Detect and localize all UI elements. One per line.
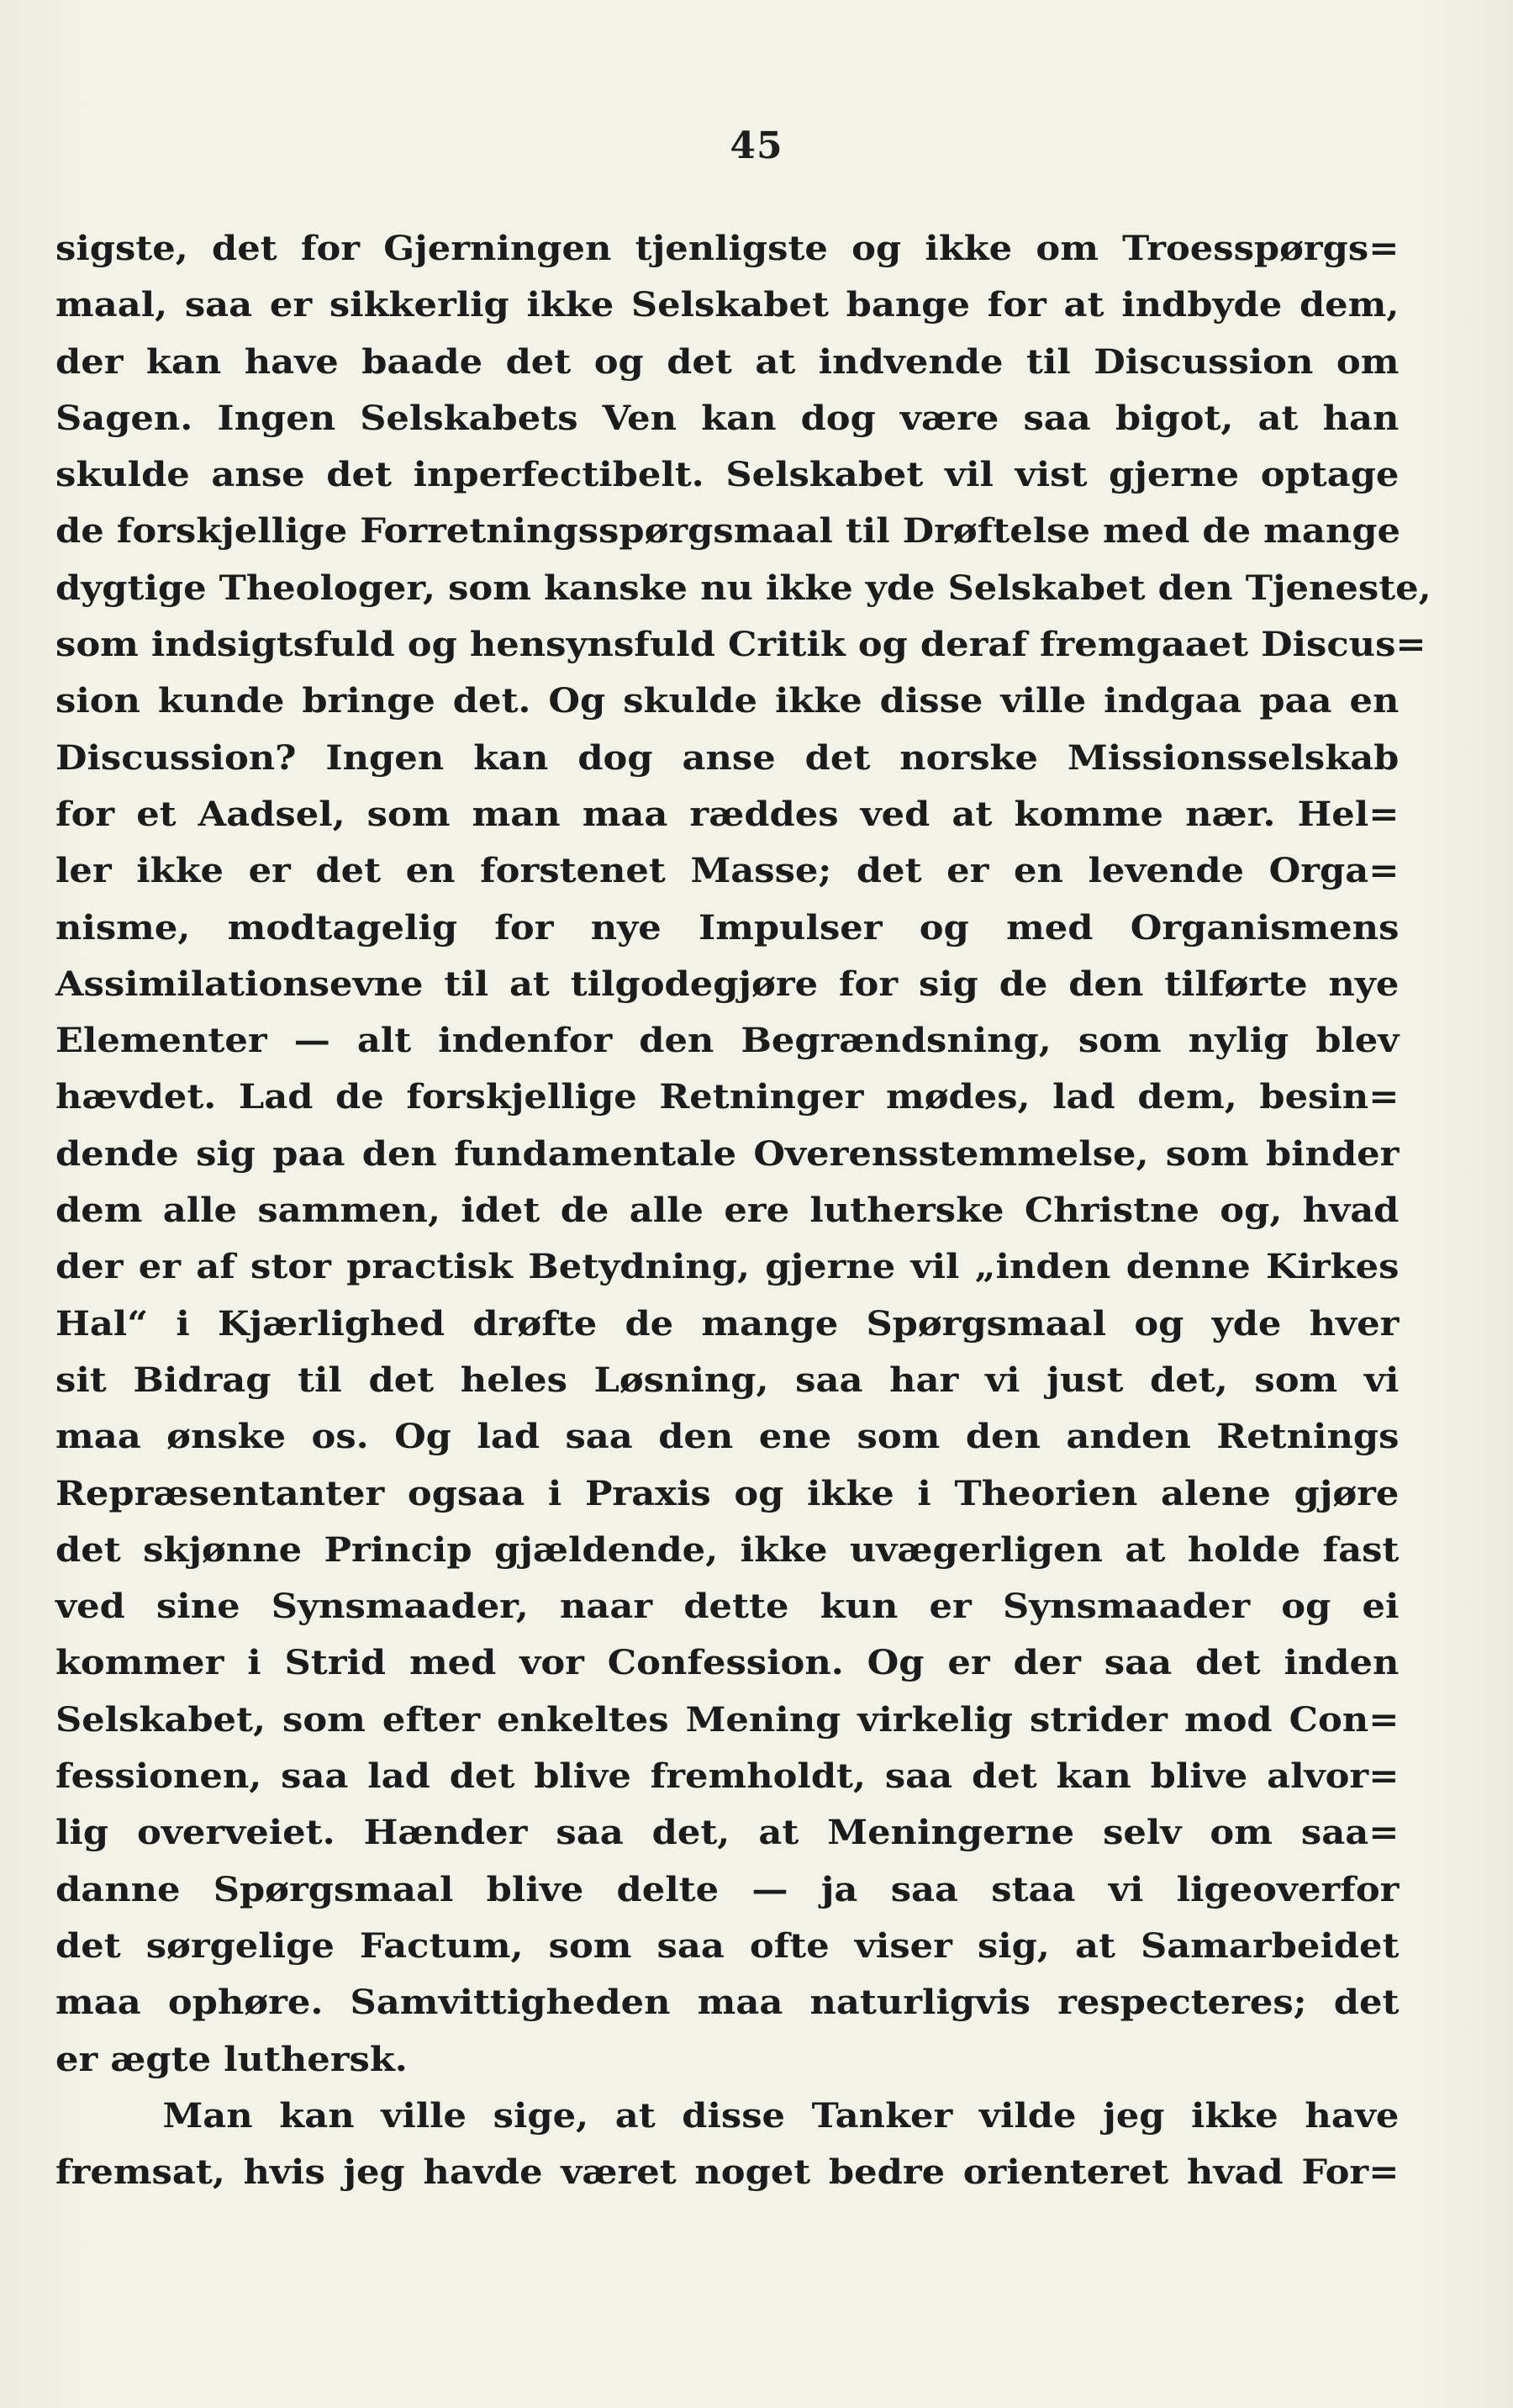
text-line: hævdet. Lad de forskjellige Retninger mødes, lad dem, besin= [55, 1077, 1400, 1117]
text-line: dende sig paa den fundamentale Overensstemmelse, som binder [55, 1133, 1400, 1174]
text-line: Sagen. Ingen Selskabets Ven kan dog være saa bigot, at han [55, 398, 1400, 438]
text-line: dem alle sammen, idet de alle ere lutherske Christne og, hvad [55, 1191, 1400, 1231]
body-text [55, 220, 1431, 2200]
text-line: Assimilationsevne til at tilgodegjøre for sig de den tilførte nye [55, 964, 1400, 1004]
paragraph-end-line: er ægte luthersk. [55, 2039, 408, 2079]
text-line: lig overveiet. Hænder saa det, at Meningerne selv om saa= [55, 1813, 1400, 1853]
text-line: sigste, det for Gjerningen tjenligste og ikke om Troesspørgs= [55, 229, 1400, 268]
text-line: skulde anse det inperfectibelt. Selskabet vil vist gjerne optage [55, 455, 1400, 495]
text-line: maa ophøre. Samvittigheden maa naturligvis respecteres; det [55, 1983, 1400, 2023]
text-line: for et Aadsel, som man maa ræddes ved at komme nær. Hel= [55, 794, 1400, 834]
text-line: maal, saa er sikkerlig ikke Selskabet bange for at indbyde dem, [55, 285, 1400, 325]
text-line: Elementer — alt indenfor den Begrændsning, som nylig blev [55, 1021, 1400, 1061]
page-number: 45 [730, 124, 783, 167]
text-line: Selskabet, som efter enkeltes Mening virkelig strider mod Con= [55, 1699, 1400, 1740]
text-line: dygtige Theologer, som kanske nu ikke yde Selskabet den Tjeneste, [55, 568, 1431, 608]
text-line: nisme, modtagelig for nye Impulser og med Organismens [55, 907, 1400, 948]
text-line: det sørgelige Factum, som saa ofte viser sig, at Samarbeidet [55, 1925, 1400, 1966]
text-line: sion kunde bringe det. Og skulde ikke disse ville indgaa paa en [55, 681, 1400, 721]
text-line: sit Bidrag til det heles Løsning, saa har vi just det, som vi [55, 1360, 1400, 1400]
text-line: danne Spørgsmaal blive delte — ja saa staa vi ligeoverfor [55, 1869, 1400, 1909]
text-line: Hal“ i Kjærlighed drøfte de mange Spørgsmaal og yde hver [55, 1303, 1400, 1344]
text-line: fremsat, hvis jeg havde været noget bedre orienteret hvad For= [55, 2152, 1400, 2193]
text-line: Repræsentanter ogsaa i Praxis og ikke i Theorien alene gjøre [55, 1473, 1400, 1513]
text-line: ved sine Synsmaader, naar dette kun er Synsmaader og ei [55, 1587, 1400, 1627]
text-line: ler ikke er det en forstenet Masse; det er en levende Orga= [55, 851, 1400, 891]
text-line: maa ønske os. Og lad saa den ene som den anden Retnings [55, 1417, 1400, 1457]
text-line: Discussion? Ingen kan dog anse det norske Missionsselskab [55, 737, 1400, 778]
text-line: det skjønne Princip gjældende, ikke uvægerligen at holde fast [55, 1529, 1400, 1570]
text-line: der er af stor practisk Betydning, gjerne vil „inden denne Kirkes [55, 1247, 1400, 1287]
text-line: der kan have baade det og det at indvende til Discussion om [55, 341, 1400, 382]
paragraph-start-line: Man kan ville sige, at disse Tanker vilde jeg ikke have [162, 2095, 1400, 2136]
text-line: kommer i Strid med vor Confession. Og er der saa det inden [55, 1643, 1400, 1683]
text-line: de forskjellige Forretningsspørgsmaal til Drøftelse med de mange [55, 511, 1400, 552]
text-line: som indsigtsfuld og hensynsfuld Critik og deraf fremgaaet Discus= [55, 625, 1426, 665]
text-line: fessionen, saa lad det blive fremholdt, saa det kan blive alvor= [55, 1756, 1400, 1797]
